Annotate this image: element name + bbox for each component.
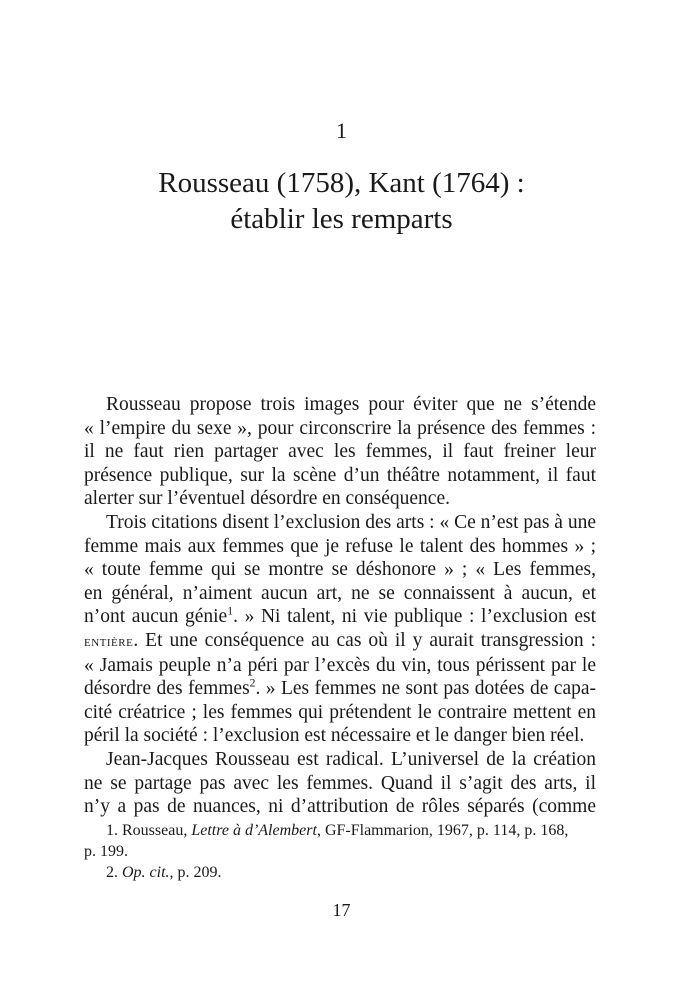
footnote-2-prefix: 2.	[106, 864, 122, 881]
footnote-1	[84, 820, 596, 841]
paragraph-2-line	[84, 605, 596, 629]
paragraph-2-line: femme mais aux femmes que je refuse le talent des hommes » ;	[84, 535, 596, 557]
paragraph-2-line: péril la société : l’exclusion est nécessaire et le danger bien réel.	[84, 725, 585, 747]
footnotes	[84, 820, 596, 883]
text-segment: . » Les femmes ne sont pas dotées de capa-	[255, 678, 597, 700]
text-segment: . Et une conséquence au cas où il y aurait transgression :	[133, 629, 596, 651]
footnote-2-title: Op. cit.	[122, 864, 170, 881]
paragraph-2-line: en général, n’aiment aucun art, ne se connaissent à aucun, et	[84, 582, 596, 604]
chapter-title-line-2: établir les remparts	[230, 203, 453, 235]
paragraph-2-line: « Jamais peuple n’a péri par l’excès du vin, tous périssent par le	[84, 654, 596, 676]
small-caps-word: entière	[84, 632, 134, 650]
text-segment: désordre des femmes	[84, 678, 250, 700]
footnote-1-rest: , GF-Flammarion, 1967, p. 114, p. 168,	[316, 822, 569, 839]
paragraph-1-line: Rousseau propose trois images pour éviter que ne s’étende	[106, 394, 596, 415]
paragraph-2-line: Trois citations disent l’exclusion des arts : « Ce n’est pas à une	[106, 511, 596, 533]
footnote-1-prefix: 1. Rousseau,	[106, 822, 192, 839]
chapter-title-line-1: Rousseau (1758), Kant (1764) :	[158, 167, 525, 199]
body-text	[84, 393, 596, 819]
footnote-ref-2[interactable]: 2	[249, 676, 256, 690]
chapter-number: 1	[336, 118, 347, 143]
footnote-2-rest: , p. 209.	[169, 864, 222, 881]
paragraph-1-line: « l’empire du sexe », pour circonscrire la présence des femmes :	[84, 417, 596, 439]
footnote-ref-1[interactable]: 1	[227, 604, 234, 618]
chapter-title	[0, 165, 683, 237]
paragraph-1-line: présence publique, sur la scène d’un théâtre notamment, il faut	[84, 464, 596, 486]
footnote-2	[84, 862, 596, 883]
footnote-1-continuation: p. 199.	[84, 843, 128, 860]
paragraph-1-line: il ne faut rien partager avec les femmes, il faut freiner leur	[84, 441, 596, 463]
paragraph-1-line: alerter sur l’éventuel désordre en conséquence.	[84, 488, 450, 510]
page-number: 17	[332, 900, 351, 920]
paragraph-3-line: ne se partage pas avec les femmes. Quand il s’agit des arts, il	[84, 772, 596, 794]
paragraph-2-line: « toute femme qui se montre se déshonore » ; « Les femmes,	[84, 559, 596, 581]
text-segment: n’ont aucun génie	[84, 606, 228, 628]
paragraph-2-line: cité créatrice ; les femmes qui prétendent le contraire mettent en	[84, 701, 596, 723]
paragraph-2-line	[84, 629, 596, 654]
footnote-1-title: Lettre à d’Alembert	[191, 822, 317, 839]
text-segment: . » Ni talent, ni vie publique : l’exclusion est	[233, 606, 596, 628]
paragraph-3-line: Jean-Jacques Rousseau est radical. L’universel de la création	[106, 748, 596, 770]
paragraph-3-line: n’y a pas de nuances, ni d’attribution de rôles séparés (comme	[84, 796, 596, 818]
paragraph-2-line	[84, 677, 596, 701]
